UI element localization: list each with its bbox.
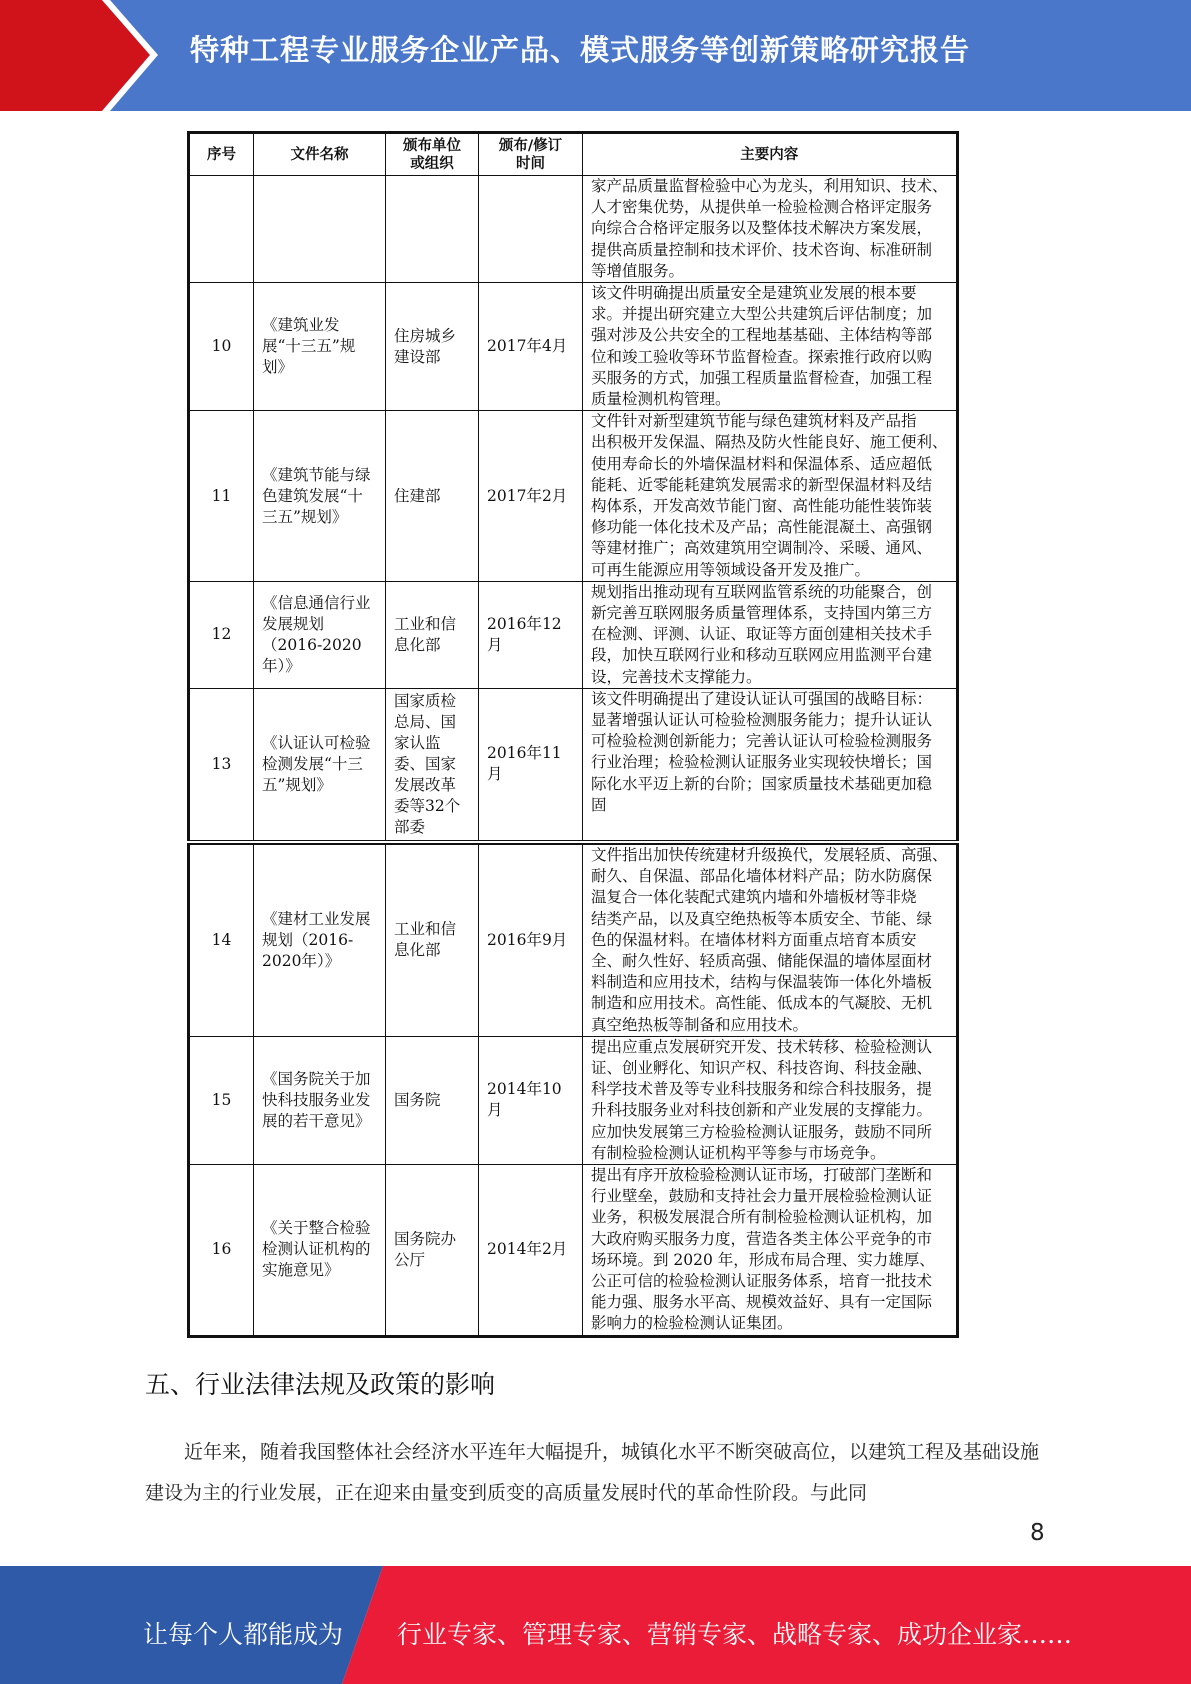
cell-index: 16 (189, 1165, 254, 1337)
content-line: 提出有序开放检验检测认证市场，打破部门垄断和 (591, 1166, 933, 1185)
header-name: 文件名称 (254, 133, 386, 176)
cell-issuer: 国务院 (386, 1036, 479, 1164)
content-line: 设，完善技术支撑能力。 (591, 667, 762, 686)
cell-name: 《建筑节能与绿色建筑发展“十三五”规划》 (254, 411, 386, 582)
content-line: 证、创业孵化、知识产权、科技咨询、科技金融、 (591, 1059, 933, 1078)
cell-content (583, 411, 958, 582)
cell-content (583, 688, 958, 840)
cell-name (254, 176, 386, 283)
cell-index: 15 (189, 1036, 254, 1164)
table-row (189, 688, 958, 840)
content-line: 温复合一体化装配式建筑内墙和外墙板材等非烧 (591, 888, 917, 907)
content-line: 使用寿命长的外墙保温材料和保温体系、适应超低 (591, 454, 933, 473)
cell-issuer: 住房城乡建设部 (386, 283, 479, 411)
cell-time: 2016年9月 (479, 844, 583, 1036)
content-line: 强对涉及公共安全的工程地基基础、主体结构等部 (591, 326, 933, 345)
cell-name: 《认证认可检验检测发展“十三五”规划》 (254, 688, 386, 840)
header-content: 主要内容 (583, 133, 958, 176)
content-line: 质量检测机构管理。 (591, 390, 731, 409)
policy-table-part-2 (187, 843, 959, 1338)
content-line: 应加快发展第三方检验检测认证服务，鼓励不同所 (591, 1122, 933, 1141)
cell-issuer: 住建部 (386, 411, 479, 582)
content-line: 影响力的检验检测认证集团。 (591, 1314, 793, 1333)
content-line: 等增值服务。 (591, 261, 685, 280)
cell-content (583, 844, 958, 1036)
content-line: 提供高质量控制和技术评价、技术咨询、标准研制 (591, 240, 933, 259)
cell-content (583, 581, 958, 688)
content-line: 规划指出推动现有互联网监管系统的功能聚合，创 (591, 582, 933, 601)
cell-name: 《建筑业发展“十三五”规划》 (254, 283, 386, 411)
table-row (189, 844, 958, 1036)
content-line: 场环境。到 2020 年，形成布局合理、实力雄厚、 (591, 1250, 935, 1269)
cell-name: 《关于整合检验检测认证机构的实施意见》 (254, 1165, 386, 1337)
header-index: 序号 (189, 133, 254, 176)
table-row (189, 411, 958, 582)
header-issuer: 颁布单位 或组织 (386, 133, 479, 176)
content-line: 人才密集优势，从提供单一检验检测合格评定服务 (591, 198, 933, 217)
content-line: 料制造和应用技术，结构与保温装饰一体化外墙板 (591, 973, 933, 992)
cell-name: 《建材工业发展规划（2016-2020年）》 (254, 844, 386, 1036)
content-line: 结类产品，以及真空绝热板等本质安全、节能、绿 (591, 909, 933, 928)
cell-time (479, 176, 583, 283)
content-line: 行业壁垒，鼓励和支持社会力量开展检验检测认证 (591, 1187, 933, 1206)
cell-time: 2014年10月 (479, 1036, 583, 1164)
content-line: 际化水平迈上新的台阶；国家质量技术基础更加稳 (591, 774, 933, 793)
cell-index: 10 (189, 283, 254, 411)
content-line: 科学技术普及等专业科技服务和综合科技服务，提 (591, 1080, 933, 1099)
cell-content (583, 1165, 958, 1337)
content-line: 大政府购买服务力度，营造各类主体公平竞争的市 (591, 1229, 933, 1248)
cell-index: 14 (189, 844, 254, 1036)
cell-time: 2017年2月 (479, 411, 583, 582)
header-red-chevron (0, 0, 160, 111)
content-line: 显著增强认证认可检验检测服务能力；提升认证认 (591, 711, 933, 730)
table-row (189, 1036, 958, 1164)
cell-content (583, 1036, 958, 1164)
content-line: 出积极开发保温、隔热及防火性能良好、施工便利、 (591, 433, 948, 452)
policy-table-part-1 (187, 131, 959, 841)
content-line: 等建材推广；高效建筑用空调制冷、采暖、通风、 (591, 539, 933, 558)
content-line: 可再生能源应用等领域设备开发及推广。 (591, 560, 871, 579)
content-line: 能耗、近零能耗建筑发展需求的新型保温材料及结 (591, 475, 933, 494)
table-row (189, 176, 958, 283)
table-row (189, 283, 958, 411)
content-line: 制造和应用技术。高性能、低成本的气凝胶、无机 (591, 994, 933, 1013)
content-line: 向综合合格评定服务以及整体技术解决方案发展， (591, 219, 933, 238)
content-line: 业务，积极发展混合所有制检验检测认证机构，加 (591, 1208, 933, 1227)
content-line: 行业治理；检验检测认证服务业实现较快增长；国 (591, 753, 933, 772)
cell-time: 2016年11月 (479, 688, 583, 840)
content-line: 该文件明确提出质量安全是建筑业发展的根本要 (591, 284, 917, 303)
cell-index: 13 (189, 688, 254, 840)
content-line: 家产品质量监督检验中心为龙头，利用知识、技术、 (591, 177, 948, 195)
cell-time: 2017年4月 (479, 283, 583, 411)
content-line: 可检验检测创新能力；完善认证认可检验检测服务 (591, 732, 933, 751)
content-line: 求。并提出研究建立大型公共建筑后评估制度；加 (591, 305, 933, 324)
footer-left-text: 让每个人都能成为 (143, 1620, 344, 1649)
cell-issuer: 国务院办公厅 (386, 1165, 479, 1337)
content-line: 新完善互联网服务质量管理体系，支持国内第三方 (591, 604, 933, 623)
content-line: 构体系，开发高效节能门窗、高性能功能性装饰装 (591, 497, 933, 516)
cell-issuer: 国家质检总局、国家认监委、国家发展改革委等32个部委 (386, 688, 479, 840)
content-line: 色的保温材料。在墙体材料方面重点培育本质安 (591, 930, 917, 949)
content-line: 修功能一体化技术及产品；高性能混凝土、高强钢 (591, 518, 933, 537)
content-line: 全、耐久性好、轻质高强、储能保温的墙体屋面材 (591, 952, 933, 971)
table-header-row (189, 133, 958, 176)
cell-index: 11 (189, 411, 254, 582)
content-line: 耐久、自保温、部品化墙体材料产品；防水防腐保 (591, 867, 933, 886)
content-line: 能力强、服务水平高、规模效益好、具有一定国际 (591, 1293, 933, 1312)
cell-index (189, 176, 254, 283)
cell-issuer (386, 176, 479, 283)
content-line: 固 (591, 795, 607, 814)
content-line: 买服务的方式，加强工程质量监督检查，加强工程 (591, 368, 933, 387)
content-line: 位和竣工验收等环节监督检查。探索推行政府以购 (591, 347, 933, 366)
content-line: 该文件明确提出了建设认证认可强国的战略目标： (591, 689, 933, 708)
cell-name: 《国务院关于加快科技服务业发展的若干意见》 (254, 1036, 386, 1164)
cell-name: 《信息通信行业发展规划（2016-2020年）》 (254, 581, 386, 688)
content-line: 真空绝热板等制备和应用技术。 (591, 1015, 809, 1034)
content-line: 升科技服务业对科技创新和产业发展的支撑能力。 (591, 1101, 933, 1120)
cell-time: 2014年2月 (479, 1165, 583, 1337)
content-line: 提出应重点发展研究开发、技术转移、检验检测认 (591, 1037, 933, 1056)
page-number: 8 (1030, 1520, 1045, 1546)
content-line: 文件针对新型建筑节能与绿色建筑材料及产品指 (591, 412, 917, 431)
page-header (0, 0, 1191, 111)
cell-index: 12 (189, 581, 254, 688)
table-row (189, 581, 958, 688)
content-line: 公正可信的检验检测认证服务体系，培育一批技术 (591, 1272, 933, 1291)
header-time: 颁布/修订 时间 (479, 133, 583, 176)
cell-content (583, 283, 958, 411)
content-line: 有制检验检测认证机构平等参与市场竞争。 (591, 1143, 886, 1162)
section-heading: 五、行业法律法规及政策的影响 (145, 1370, 496, 1399)
content-line: 在检测、评测、认证、取证等方面创建相关技术手 (591, 625, 933, 644)
cell-issuer: 工业和信息化部 (386, 581, 479, 688)
cell-content (583, 176, 958, 283)
body-paragraph: 近年来，随着我国整体社会经济水平连年大幅提升，城镇化水平不断突破高位，以建筑工程及基础设施建设为主的行业发展，正在迎来由量变到质变的高质量发展时代的革命性阶段。与此同 (145, 1441, 1040, 1504)
cell-issuer: 工业和信息化部 (386, 844, 479, 1036)
cell-time: 2016年12月 (479, 581, 583, 688)
footer-right-text: 行业专家、管理专家、营销专家、战略专家、成功企业家…… (397, 1620, 1073, 1649)
table-row (189, 1165, 958, 1337)
content-line: 文件指出加快传统建材升级换代，发展轻质、高强、 (591, 846, 948, 864)
content-line: 段，加快互联网行业和移动互联网应用监测平台建 (591, 646, 933, 665)
header-title: 特种工程专业服务企业产品、模式服务等创新策略研究报告 (190, 33, 971, 67)
